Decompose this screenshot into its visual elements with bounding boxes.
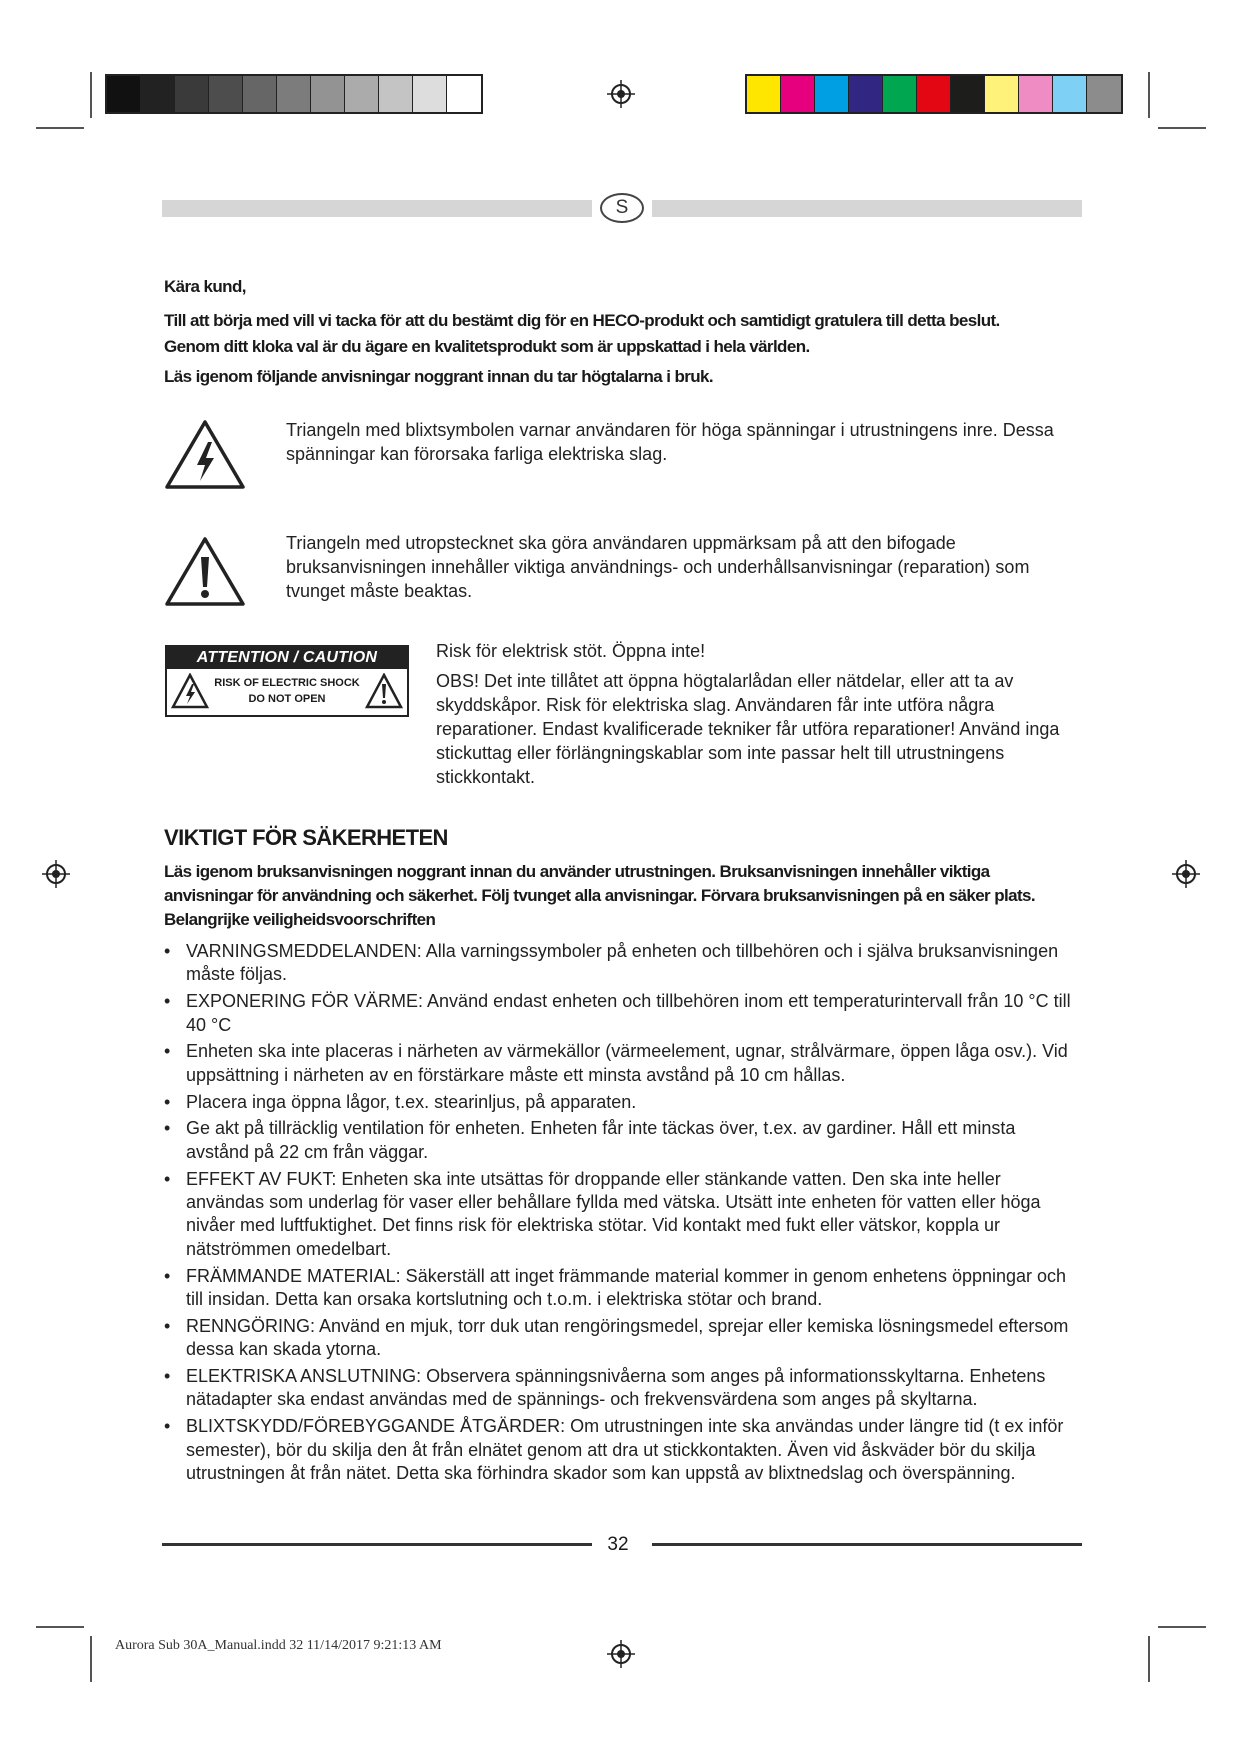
color-swatch <box>1087 76 1121 112</box>
lightning-warning-text: Triangeln med blixtsymbolen varnar användaren för höga spänningar i utrustningens inre. Dessa spänningar kan förorsaka farliga elektriska slag. <box>286 420 1054 464</box>
caution-risk-text: Risk för elektrisk stöt. Öppna inte! <box>436 641 706 661</box>
registration-mark-icon <box>607 80 635 108</box>
color-swatch <box>781 76 815 112</box>
crop-mark <box>90 1636 92 1682</box>
safety-title: VIKTIGT FÖR SÄKERHETEN <box>164 825 448 850</box>
safety-list-item: • BLIXTSKYDD/FÖREBYGGANDE ÅTGÄRDER: Om utrustningen inte ska användas under längre tid (t ex inför semester), bör du skilja den åt från elnätet genom att dra ut stickkontakten. Även vid åskväder bör du skilja utrustningen åt från nätet. Detta ska förhindra skador som kan uppstå av blixtnedslag och överspänning. <box>162 1415 1082 1485</box>
intro-section <box>164 274 1084 390</box>
print-slug: Aurora Sub 30A_Manual.indd 32 11/14/2017 9:21:13 AM <box>115 1638 442 1653</box>
safety-list-item: • EXPONERING FÖR VÄRME: Använd endast enheten och tillbehören inom ett temperaturintervall från 10 °C till 40 °C <box>162 990 1082 1037</box>
registration-mark-icon <box>607 1640 635 1668</box>
color-swatch <box>447 76 481 112</box>
crop-mark <box>1158 127 1206 129</box>
color-swatch <box>1053 76 1087 112</box>
color-swatch <box>747 76 781 112</box>
crop-mark <box>90 72 92 118</box>
greeting: Kära kund, <box>164 277 246 296</box>
safety-list-item: • ELEKTRISKA ANSLUTNING: Observera spänningsnivåerna som anges på informationsskyltarna. Enhetens nätadapter ska endast användas med de spännings- och frekvensvärdena som anges på skyltarna. <box>162 1365 1082 1412</box>
grayscale-color-bar <box>105 74 483 114</box>
safety-list-item: • Enheten ska inte placeras i närheten av värmekällor (värmeelement, ugnar, strålvärmare, öppen låga osv.). Vid uppsättning i närheten av en förstärkare måste ett minsta avstånd på 10 cm hållas. <box>162 1040 1082 1087</box>
color-swatch <box>883 76 917 112</box>
color-swatch <box>209 76 243 112</box>
lightning-triangle-icon <box>171 673 209 709</box>
caution-label-title: ATTENTION / CAUTION <box>167 647 407 669</box>
footer-rule-right <box>652 1543 1082 1546</box>
color-swatch <box>815 76 849 112</box>
color-swatch <box>277 76 311 112</box>
thanks-line-2: Genom ditt kloka val är du ägare en kvalitetsprodukt som är uppskattad i hela världen. <box>164 337 810 356</box>
color-swatch <box>849 76 883 112</box>
color-swatch <box>413 76 447 112</box>
safety-list-item: • EFFEKT AV FUKT: Enheten ska inte utsättas för droppande eller stänkande vatten. Den ska inte heller användas som underlag för vaser eller behållare fyllda med vätska. Utsätt inte enheten för vatten eller höga nivåer med luftfuktighet. Det finns risk för elektriska stötar. Vid kontakt med fukt eller vätskor, koppla ur nätströmmen omedelbart. <box>162 1168 1082 1262</box>
color-swatch <box>175 76 209 112</box>
safety-list-item: • Ge akt på tillräcklig ventilation för enheten. Enheten får inte täckas över, t.ex. av gardiner. Håll ett minsta avstånd på 22 cm från väggar. <box>162 1117 1082 1164</box>
color-swatch <box>951 76 985 112</box>
header-band-right <box>652 200 1082 217</box>
color-swatch <box>243 76 277 112</box>
color-swatch <box>917 76 951 112</box>
color-swatch <box>379 76 413 112</box>
exclamation-warning-text: Triangeln med utropstecknet ska göra användaren uppmärksam på att den bifogade bruksanvisningen innehåller viktiga användnings- och underhållsanvisningar (reparation) som tvunget måste beaktas. <box>286 533 1030 601</box>
crop-mark <box>1148 72 1150 118</box>
footer-rule-left <box>162 1543 592 1546</box>
thanks-line-1: Till att börja med vill vi tacka för att du bestämt dig för en HECO-produkt och samtidigt gratulera till detta beslut. <box>164 311 1000 330</box>
registration-mark-icon <box>42 860 70 888</box>
safety-list-item: • Placera inga öppna lågor, t.ex. stearinljus, på apparaten. <box>162 1091 1082 1114</box>
safety-intro: Läs igenom bruksanvisningen noggrant innan du använder utrustningen. Bruksanvisningen innehåller viktiga anvisningar för användning och säkerhet. Följ tvunget alla anvisningar. Förvara bruksanvisningen på en säker plats. Belangrijke veiligheidsvoorschriften <box>164 862 1035 929</box>
safety-list <box>162 940 1082 1489</box>
safety-list-item: • FRÄMMANDE MATERIAL: Säkerställ att inget främmande material kommer in genom enhetens öppningar och till insidan. Detta kan orsaka kortslutning och t.o.m. i elektriska stötar och brand. <box>162 1265 1082 1312</box>
registration-mark-icon <box>1172 860 1200 888</box>
process-color-bar <box>745 74 1123 114</box>
crop-mark <box>36 1626 84 1628</box>
crop-mark <box>1148 1636 1150 1682</box>
crop-mark <box>36 127 84 129</box>
safety-list-item: • RENNGÖRING: Använd en mjuk, torr duk utan rengöringsmedel, sprejar eller kemiska lösningsmedel eftersom dessa kan skada ytorna. <box>162 1315 1082 1362</box>
color-swatch <box>107 76 141 112</box>
page-number: 32 <box>607 1534 629 1555</box>
language-badge: S <box>600 193 644 223</box>
color-swatch <box>985 76 1019 112</box>
read-instructions: Läs igenom följande anvisningar noggrant innan du tar högtalarna i bruk. <box>164 367 714 386</box>
crop-mark <box>1158 1626 1206 1628</box>
exclamation-triangle-icon <box>365 673 403 709</box>
lightning-triangle-icon <box>164 418 246 490</box>
exclamation-triangle-icon <box>164 535 246 607</box>
color-swatch <box>1019 76 1053 112</box>
header-band-left <box>162 200 592 217</box>
color-swatch <box>311 76 345 112</box>
caution-label-line-2: DO NOT OPEN <box>248 693 326 705</box>
color-swatch <box>345 76 379 112</box>
caution-obs-text: OBS! Det inte tillåtet att öppna högtalarlådan eller nätdelar, eller att ta av skyddskåpor. Risk för elektriska slag. Användaren får inte utföra några reparationer. Endast kvalificerade tekniker får utföra reparationer! Använd inga stickuttag eller förlängningskablar som inte passar helt till utrustningens stickkontakt. <box>436 671 1060 787</box>
color-swatch <box>141 76 175 112</box>
caution-label-line-1: RISK OF ELECTRIC SHOCK <box>214 677 360 689</box>
caution-label <box>165 645 409 717</box>
safety-list-item: • VARNINGSMEDDELANDEN: Alla varningssymboler på enheten och tillbehören och i själva bruksanvisningen måste följas. <box>162 940 1082 987</box>
